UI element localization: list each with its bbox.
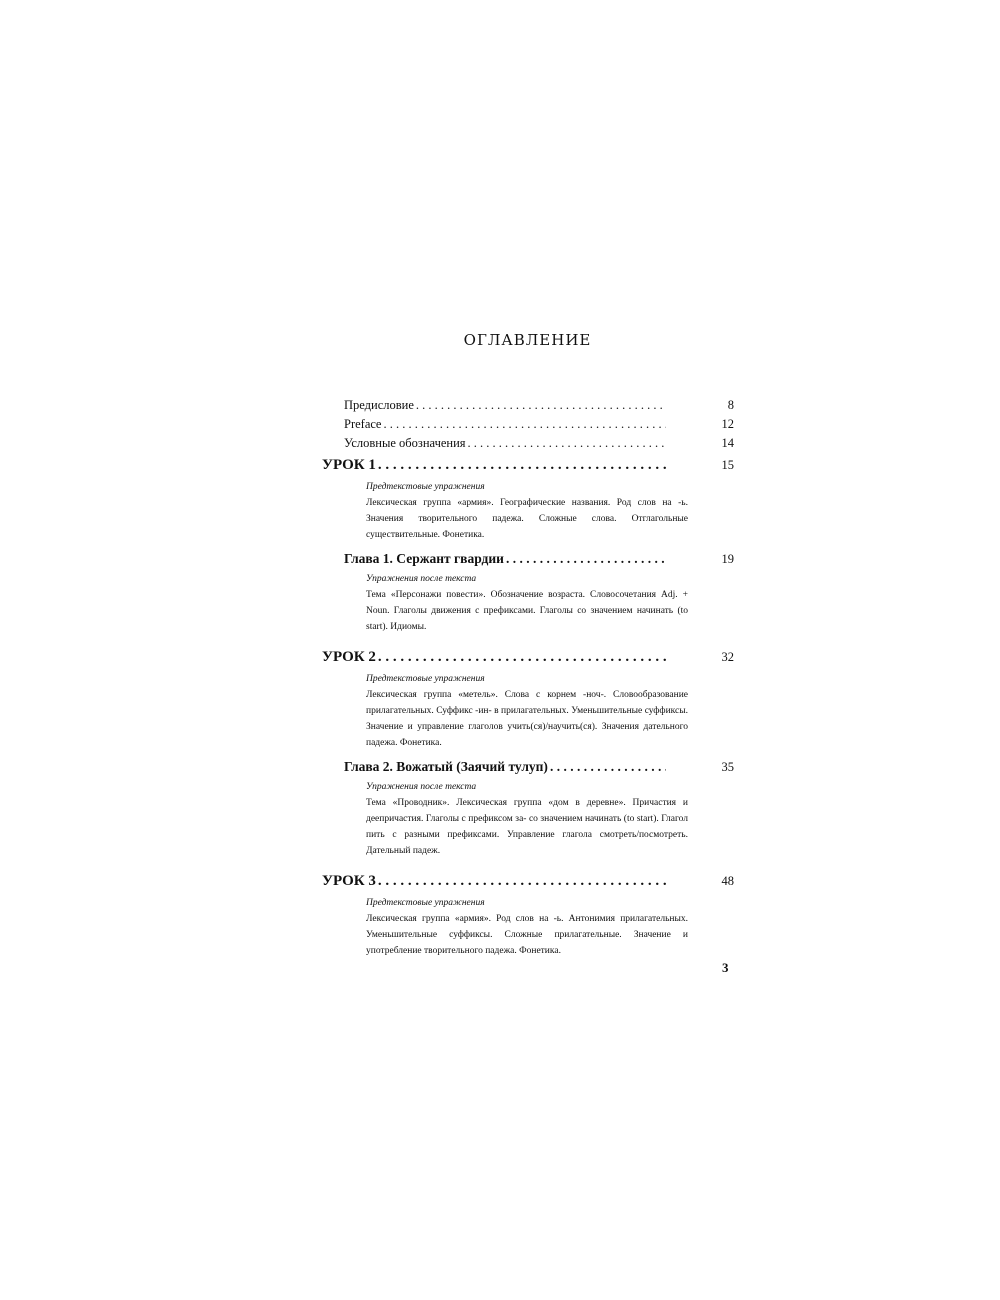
toc-entry-label: Условные обозначения bbox=[344, 436, 466, 450]
exercises-description: Лексическая группа «армия». Географические названия. Род слов на -ь. Значения творительного падежа. Сложные слова. Отглагольные существительные. Фонетика. bbox=[366, 498, 688, 540]
dot-leader bbox=[506, 551, 666, 567]
dot-leader bbox=[383, 417, 666, 432]
lesson-label: УРОК 3 bbox=[322, 873, 376, 889]
chapter-label: Глава 2. Вожатый (Заячий тулуп) bbox=[344, 759, 548, 774]
lesson-label: УРОК 1 bbox=[322, 457, 376, 473]
exercises-description: Тема «Проводник». Лексическая группа «дом в деревне». Причастия и деепричастия. Глаголы с префиксом за- со значением начинать (to start). Глагол пить с разными префиксами. Управление глагола смотреть/посмотреть. Дательный падеж. bbox=[366, 798, 688, 856]
page-number: 3 bbox=[722, 960, 729, 975]
exercises-heading: Упражнения после текста bbox=[366, 782, 477, 792]
toc-lesson-2[interactable] bbox=[322, 649, 734, 671]
toc-entry-label: Предисловие bbox=[344, 398, 414, 412]
toc-entry-preface-en[interactable] bbox=[322, 417, 734, 436]
page-title: оглавление bbox=[463, 326, 592, 350]
exercises-heading: Упражнения после текста bbox=[366, 574, 477, 584]
toc-lesson-3[interactable] bbox=[322, 873, 734, 895]
lesson-page: 15 bbox=[721, 458, 734, 472]
toc-entry-page: 14 bbox=[721, 436, 734, 450]
dot-leader bbox=[416, 398, 666, 413]
dot-leader bbox=[378, 873, 666, 890]
toc-chapter-2[interactable] bbox=[322, 759, 734, 779]
exercises-description: Лексическая группа «армия». Род слов на -ь. Антонимия прилагательных. Уменьшительные суффиксы. Сложные прилагательные. Значение и употребление творительного падежа. Фонетика. bbox=[366, 914, 688, 956]
exercises-heading: Предтекстовые упражнения bbox=[366, 482, 485, 492]
toc-entry-label: Preface bbox=[344, 417, 382, 431]
table-of-contents bbox=[322, 398, 734, 967]
dot-leader bbox=[378, 457, 666, 474]
chapter-page: 19 bbox=[721, 552, 734, 566]
exercises-heading: Предтекстовые упражнения bbox=[366, 898, 485, 908]
toc-chapter-1[interactable] bbox=[322, 551, 734, 571]
dot-leader bbox=[378, 649, 666, 666]
lesson-2-exercises bbox=[322, 671, 688, 751]
lesson-1-exercises bbox=[322, 479, 688, 543]
toc-entry-symbols[interactable] bbox=[322, 436, 734, 455]
exercises-description: Тема «Персонажи повести». Обозначение возраста. Словосочетания Adj. + Noun. Глаголы движения с префиксами. Глаголы со значением начинать (to start). Идиомы. bbox=[366, 590, 688, 632]
chapter-label: Глава 1. Сержант гвардии bbox=[344, 551, 504, 566]
toc-entry-page: 8 bbox=[727, 398, 734, 412]
chapter-2-exercises bbox=[322, 779, 688, 859]
toc-entry-page: 12 bbox=[721, 417, 734, 431]
exercises-heading: Предтекстовые упражнения bbox=[366, 674, 485, 684]
lesson-page: 32 bbox=[721, 650, 734, 664]
toc-entry-preface-ru[interactable] bbox=[322, 398, 734, 417]
toc-lesson-1[interactable] bbox=[322, 457, 734, 479]
dot-leader bbox=[550, 759, 666, 775]
chapter-1-exercises bbox=[322, 571, 688, 635]
lesson-page: 48 bbox=[721, 874, 734, 888]
lesson-3-exercises bbox=[322, 895, 688, 959]
lesson-label: УРОК 2 bbox=[322, 649, 376, 665]
dot-leader bbox=[468, 436, 666, 451]
chapter-page: 35 bbox=[721, 760, 734, 774]
exercises-description: Лексическая группа «метель». Слова с корнем -ноч-. Словообразование прилагательных. Суффикс -ин- в прилагательных. Уменьшительные суффиксы. Значение и управление глаголов учить(ся)/научить(ся). Значения дательного падежа. Фонетика. bbox=[366, 690, 688, 748]
